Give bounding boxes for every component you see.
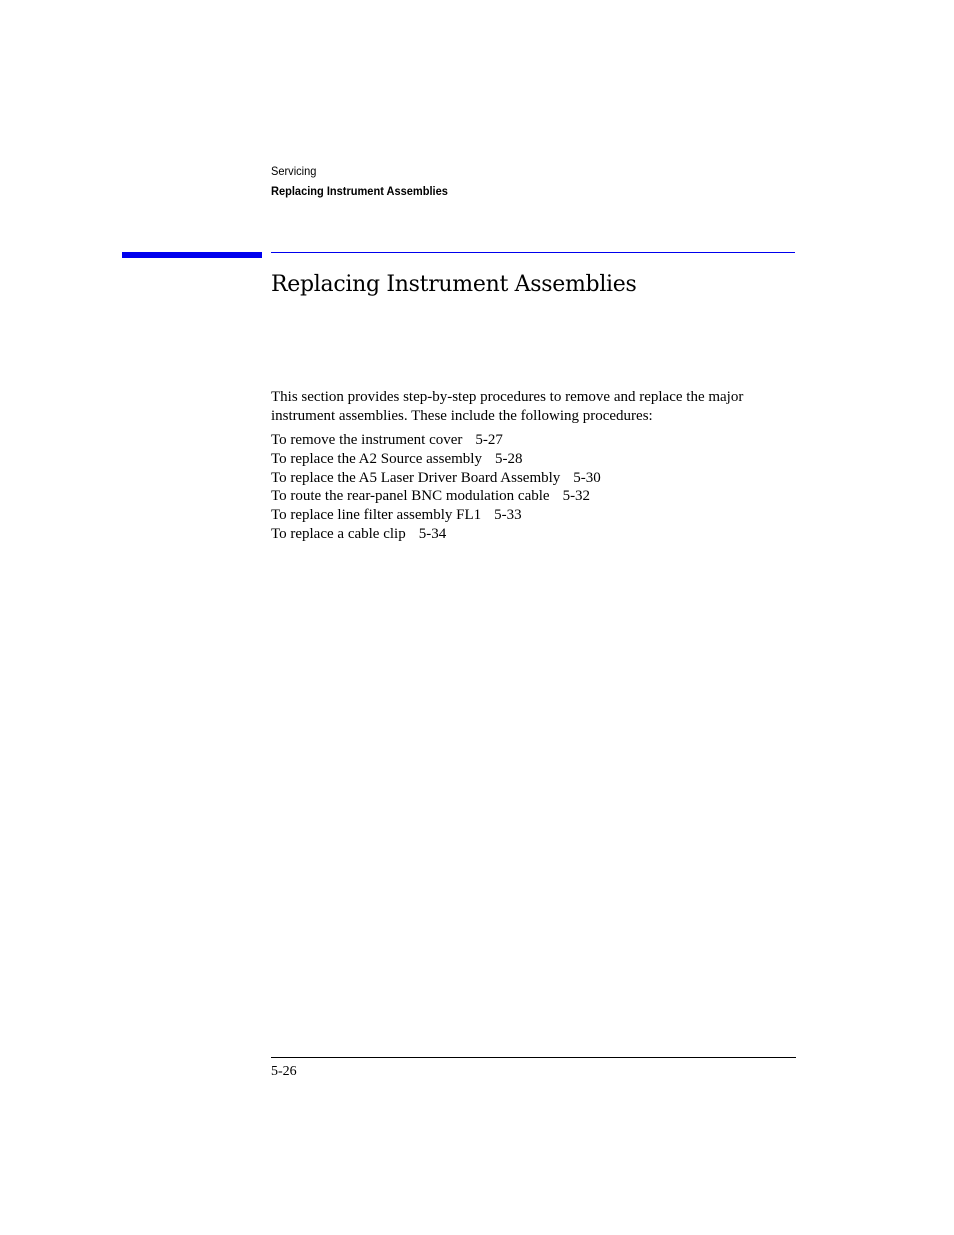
intro-paragraph: This section provides step-by-step procedures to remove and replace the major instrument assemblies. These include the following procedures: — [271, 389, 744, 424]
procedure-page: 5-32 — [562, 488, 591, 505]
procedure-page: 5-30 — [573, 469, 601, 486]
procedure-title: To replace the A5 Laser Driver Board Assembly — [271, 469, 561, 486]
procedure-item[interactable] — [271, 487, 601, 506]
procedure-list — [271, 431, 601, 544]
procedure-title: To remove the instrument cover — [271, 432, 463, 448]
page-title: Replacing Instrument Assemblies — [271, 272, 637, 297]
procedure-page: 5-33 — [494, 507, 522, 524]
procedure-title: To replace a cable clip — [271, 525, 406, 542]
procedure-page: 5-34 — [418, 525, 447, 542]
procedure-item[interactable] — [271, 525, 601, 544]
procedure-item[interactable] — [271, 431, 601, 450]
procedure-item[interactable] — [271, 469, 601, 488]
running-head — [271, 161, 448, 201]
page-number: 5-26 — [271, 1064, 297, 1079]
footer-rule — [271, 1057, 796, 1058]
running-head-section: Replacing Instrument Assemblies — [271, 184, 448, 198]
procedure-title: To route the rear-panel BNC modulation cable — [271, 488, 550, 505]
running-head-chapter: Servicing — [271, 164, 317, 178]
section-marker-bar — [122, 252, 262, 258]
procedure-title: To replace line filter assembly FL1 — [271, 507, 482, 524]
procedure-item[interactable] — [271, 506, 601, 525]
procedure-page: 5-27 — [475, 432, 503, 448]
procedure-title: To replace the A2 Source assembly — [271, 450, 482, 467]
procedure-item[interactable] — [271, 450, 601, 469]
procedure-page: 5-28 — [494, 450, 523, 467]
section-rule — [271, 252, 795, 253]
